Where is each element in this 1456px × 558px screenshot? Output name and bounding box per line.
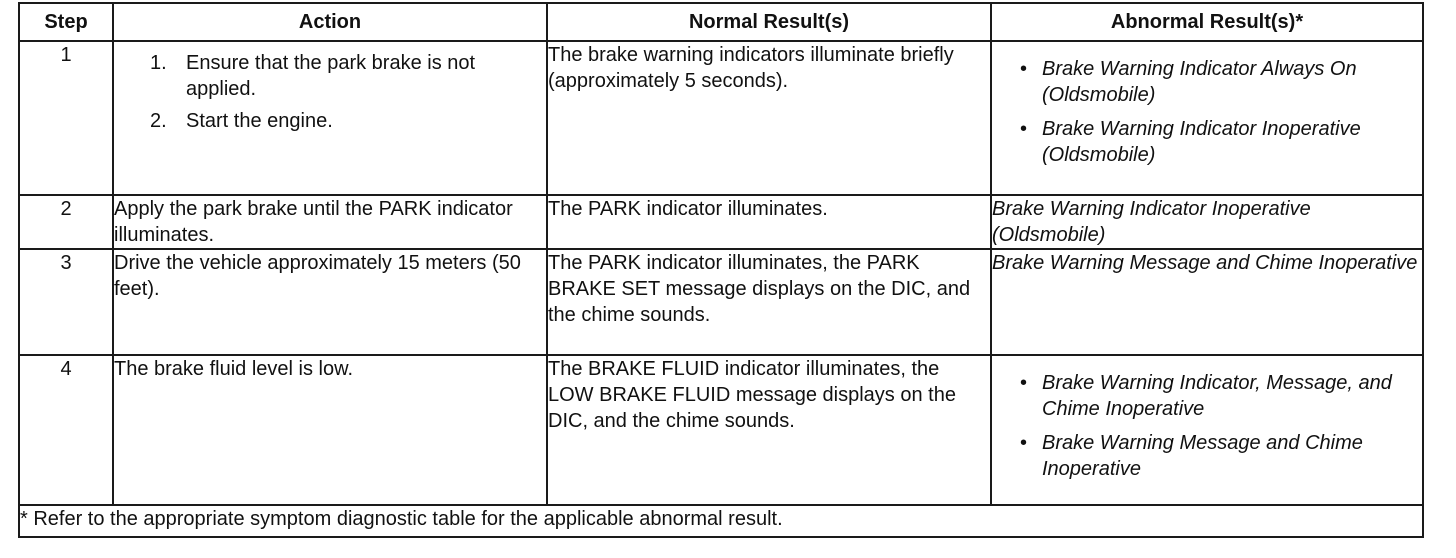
action-item-number: 1.	[150, 52, 167, 74]
action-list	[138, 50, 536, 134]
action-cell: Drive the vehicle approximately 15 meters (50 feet).	[113, 249, 547, 355]
abnormal-result-cell	[991, 41, 1423, 195]
abnormal-result-cell: Brake Warning Indicator Inoperative (Oldsmobile)	[991, 195, 1423, 249]
table-row	[19, 249, 1423, 355]
abnormal-result-list	[1020, 370, 1416, 482]
abnormal-result-link: Brake Warning Indicator Inoperative (Oldsmobile)	[1042, 118, 1361, 166]
action-list-item	[150, 108, 536, 134]
header-abnormal-results: Abnormal Result(s)*	[991, 3, 1423, 41]
footnote-row	[19, 505, 1423, 537]
header-action: Action	[113, 3, 547, 41]
header-step: Step	[19, 3, 113, 41]
normal-result-cell: The PARK indicator illuminates, the PARK BRAKE SET message displays on the DIC, and the chime sounds.	[547, 249, 991, 355]
footnote: * Refer to the appropriate symptom diagnostic table for the applicable abnormal result.	[19, 505, 1423, 537]
action-list-item	[150, 50, 536, 102]
abnormal-result-item	[1020, 116, 1416, 168]
step-number: 3	[19, 249, 113, 355]
bullet-icon: •	[1020, 118, 1028, 140]
normal-result-cell: The BRAKE FLUID indicator illuminates, the LOW BRAKE FLUID message displays on the DIC, and the chime sounds.	[547, 355, 991, 505]
action-cell: The brake fluid level is low.	[113, 355, 547, 505]
abnormal-result-item	[1020, 56, 1416, 108]
action-cell	[113, 41, 547, 195]
action-item-text: Ensure that the park brake is not applied.	[186, 52, 476, 100]
abnormal-result-cell: Brake Warning Message and Chime Inoperative	[991, 249, 1423, 355]
step-number: 2	[19, 195, 113, 249]
diagnostic-table-sheet	[18, 2, 1422, 544]
abnormal-result-list	[1020, 56, 1416, 168]
action-cell: Apply the park brake until the PARK indicator illuminates.	[113, 195, 547, 249]
bullet-icon: •	[1020, 432, 1028, 454]
header-normal-results: Normal Result(s)	[547, 3, 991, 41]
abnormal-result-link: Brake Warning Message and Chime Inoperative	[1042, 432, 1363, 480]
diagnostic-table	[18, 2, 1424, 538]
abnormal-result-link: Brake Warning Indicator Always On (Oldsmobile)	[1042, 58, 1357, 106]
normal-result-cell: The brake warning indicators illuminate briefly (approximately 5 seconds).	[547, 41, 991, 195]
step-number: 4	[19, 355, 113, 505]
normal-result-cell: The PARK indicator illuminates.	[547, 195, 991, 249]
action-item-number: 2.	[150, 110, 167, 132]
abnormal-result-cell	[991, 355, 1423, 505]
header-row	[19, 3, 1423, 41]
abnormal-result-link: Brake Warning Indicator, Message, and Chime Inoperative	[1042, 372, 1392, 420]
abnormal-result-item	[1020, 430, 1416, 482]
table-row	[19, 355, 1423, 505]
bullet-icon: •	[1020, 372, 1028, 394]
abnormal-result-item	[1020, 370, 1416, 422]
table-row	[19, 195, 1423, 249]
action-item-text: Start the engine.	[186, 110, 333, 132]
table-row	[19, 41, 1423, 195]
step-number: 1	[19, 41, 113, 195]
bullet-icon: •	[1020, 58, 1028, 80]
